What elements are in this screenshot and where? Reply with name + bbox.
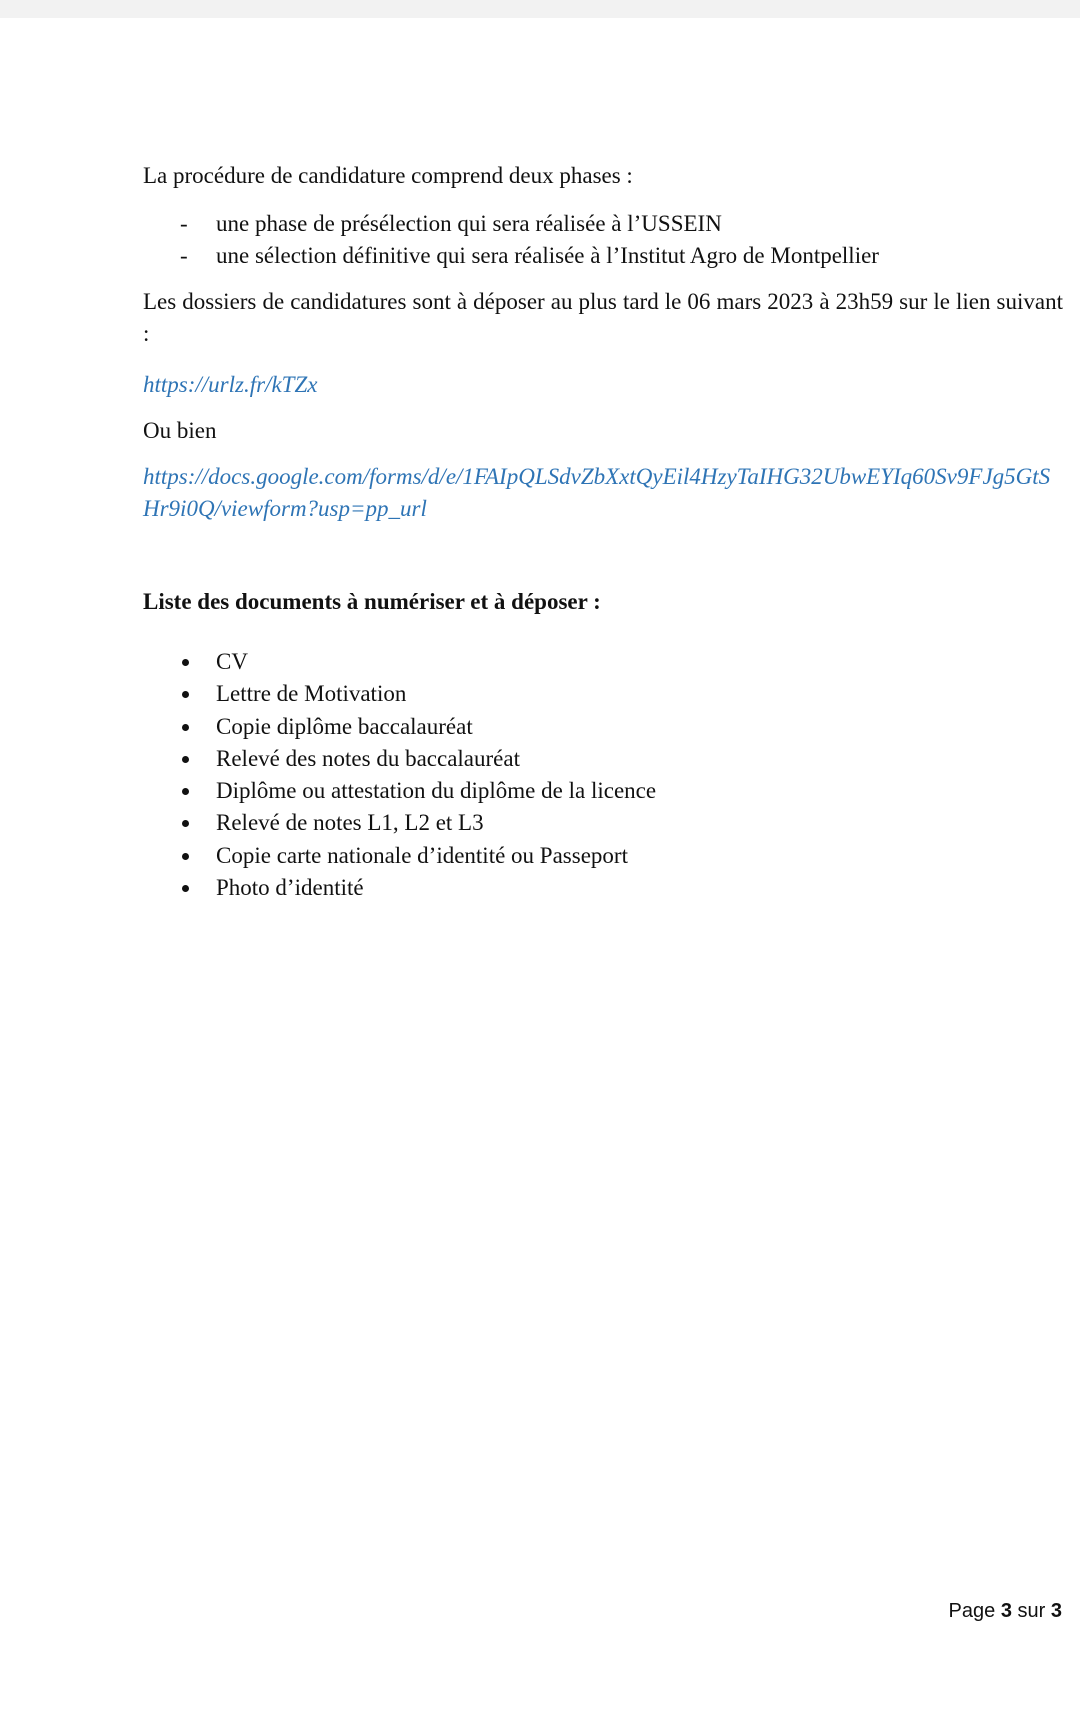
documents-heading: Liste des documents à numériser et à déposer :: [143, 589, 601, 614]
documents-list: [0, 646, 656, 904]
list-item-text: Lettre de Motivation: [216, 681, 407, 707]
bullet-marker: [182, 788, 189, 795]
list-item-text: Relevé de notes L1, L2 et L3: [216, 810, 484, 836]
list-item: [0, 807, 656, 839]
list-item: [0, 240, 879, 272]
bullet-marker: [182, 724, 189, 731]
list-item: [0, 711, 656, 743]
google-form-link[interactable]: https://docs.google.com/forms/d/e/1FAIpQLSdvZbXxtQyEil4HzyTaIHG32UbwEYIq60Sv9FJg5GtSHr9i0Q/viewform?usp=pp_url: [143, 464, 1051, 521]
list-item: [0, 678, 656, 710]
list-item: [0, 775, 656, 807]
list-item-text: CV: [216, 649, 248, 674]
list-item-text: Photo d’identité: [216, 875, 364, 901]
page-number-footer: [949, 1598, 1062, 1624]
list-item-text: Relevé des notes du baccalauréat: [216, 745, 520, 771]
list-item: [0, 872, 656, 904]
list-item-text: Diplôme ou attestation du diplôme de la licence: [216, 778, 657, 804]
phases-list: [0, 208, 879, 272]
deadline-paragraph: Les dossiers de candidatures sont à déposer au plus tard le 06 mars 2023 à 23h59 sur le lien suivant :: [143, 289, 1063, 346]
or-text: Ou bien: [143, 418, 217, 443]
list-item: [0, 743, 656, 775]
bullet-marker: [182, 756, 189, 763]
total-pages-number: 3: [1050, 1600, 1062, 1622]
list-item-text: une sélection définitive qui sera réalisée à l’Institut Agro de Montpellier: [216, 243, 879, 268]
bullet-marker: [182, 659, 189, 666]
dash-marker: -: [180, 243, 188, 268]
bullet-marker: [182, 691, 189, 698]
list-item-text: Copie carte nationale d’identité ou Passeport: [216, 842, 628, 868]
bullet-marker: [182, 885, 189, 892]
intro-paragraph: La procédure de candidature comprend deux phases :: [143, 163, 633, 188]
list-item: [0, 646, 656, 678]
current-page-number: 3: [1000, 1600, 1012, 1622]
list-item: [0, 208, 879, 240]
short-link[interactable]: https://urlz.fr/kTZx: [143, 372, 318, 397]
list-item: [0, 840, 656, 872]
bullet-marker: [182, 820, 189, 827]
page-word: Page: [948, 1600, 996, 1622]
dash-marker: -: [180, 211, 188, 236]
list-item-text: Copie diplôme baccalauréat: [216, 713, 473, 739]
bullet-marker: [182, 853, 189, 860]
list-item-text: une phase de présélection qui sera réalisée à l’USSEIN: [216, 211, 722, 236]
of-word: sur: [1017, 1600, 1046, 1622]
